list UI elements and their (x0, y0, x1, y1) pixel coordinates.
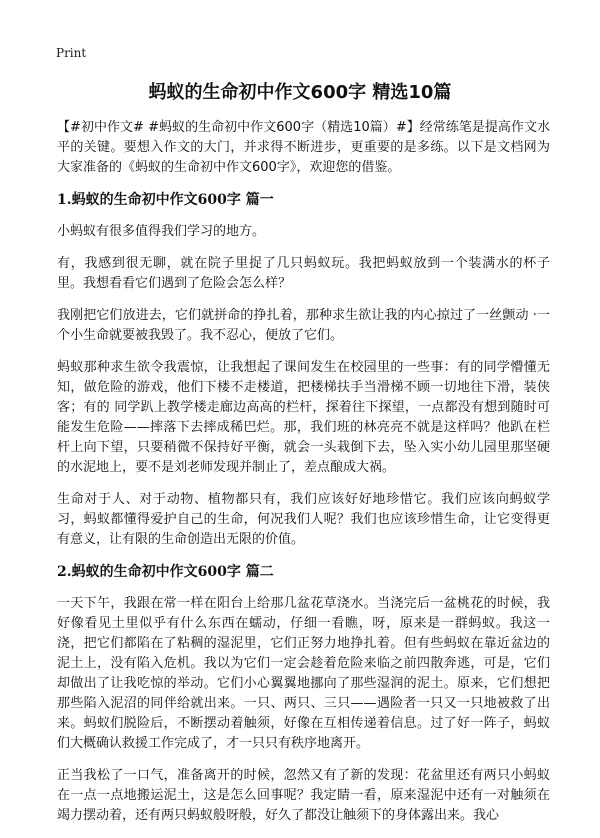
document-title: 蚂蚁的生命初中作文600字 精选10篇 (148, 82, 452, 103)
intro-paragraph: 【#初中作文# #蚂蚁的生命初中作文600字（精选10篇）#】经常练笔是提高作文水平的关键。要想入作文的大门，并求得不断进步，更重要的是多练。以下是文档网为大家准备的《蚂蚁的生命初中作文600字》，欢迎您的借鉴。 (57, 120, 550, 175)
section-1-paragraph-2: 有，我感到很无聊，就在院子里捉了几只蚂蚁玩。我把蚂蚁放到一个装满水的杯子里。我想看看它们遇到了危险会怎么样？ (57, 256, 550, 291)
section-2-paragraph-2: 正当我松了一口气，准备离开的时候，忽然又有了新的发现：花盆里还有两只小蚂蚁在一点一点地搬运泥土，这是怎么回事呢？我定睛一看，原来湿泥中还有一对触须在竭力摆动着，还有两只蚂蚁般呀般，好久了都没让触须下的身体露出来。我心 (57, 768, 550, 823)
section-1-paragraph-3: 我刚把它们放进去，它们就拼命的挣扎着，那种求生欲让我的内心掠过了一丝颤动 ·一个小生命就要被我毁了。我不忍心，便放了它们。 (57, 308, 550, 343)
print-label: Print (56, 46, 87, 60)
document-body (57, 118, 550, 838)
section-heading-2: 2.蚂蚁的生命初中作文600字 篇二 (57, 564, 274, 580)
section-2-paragraph-1: 一天下午，我跟在常一样在阳台上给那几盆花草浇水。当浇完后一盆桃花的时候，我好像看见土里似乎有什么东西在蠕动，仔细一看瞧，呀，原来是一群蚂蚁。我这一浇，把它们都陷在了粘稠的湿泥里，它们正努力地挣扎着。但有些蚂蚁在靠近盆边的泥土上，没有陷入危机。我以为它们一定会趁着危险来临之前四散奔逃，可是，它们却做出了让我吃惊的举动。它们小心翼翼地挪向了那些湿润的泥土。原来，它们想把那些陷入泥沼的同伴给就出来。一只、两只、三只——遇险者一只又一只地被救了出来。蚂蚁们脱险后，不断摆动着触须，好像在互相传递着信息。过了好一阵子，蚂蚁们大概确认救援工作完成了，才一只只有秩序地离开。 (57, 596, 550, 751)
section-1-paragraph-5: 生命对于人、对于动物、植物都只有，我们应该好好地珍惜它。我们应该向蚂蚁学习，蚂蚁都懂得爱护自己的生命，何况我们人呢？我们也应该珍惜生命，让它变得更有意义，让有限的生命创造出无限的价值。 (57, 492, 550, 547)
section-heading-1: 1.蚂蚁的生命初中作文600字 篇一 (57, 192, 274, 208)
section-1-paragraph-1: 小蚂蚁有很多值得我们学习的地方。 (57, 224, 266, 239)
section-1-paragraph-4: 蚂蚁那种求生欲令我震惊，让我想起了课间发生在校园里的一些事：有的同学懵懂无知，做危险的游戏，他们下楼不走楼道，把楼梯扶手当滑梯不顾一切地往下滑，装侠客；有的 同学趴上教学楼走廊边高高的栏杆，探着往下探望，一点都没有想到随时可能发生危险——摔落下去摔成稀巴烂。那，我们班的林亮亮不就是这样吗？他趴在栏杆上向下望，只要稍微不保持好平衡，就会一头栽倒下去，坠入实小幼儿园里那坚硬的水泥地上，要不是刘老师发现并制止了，差点酿成大祸。 (57, 360, 550, 475)
